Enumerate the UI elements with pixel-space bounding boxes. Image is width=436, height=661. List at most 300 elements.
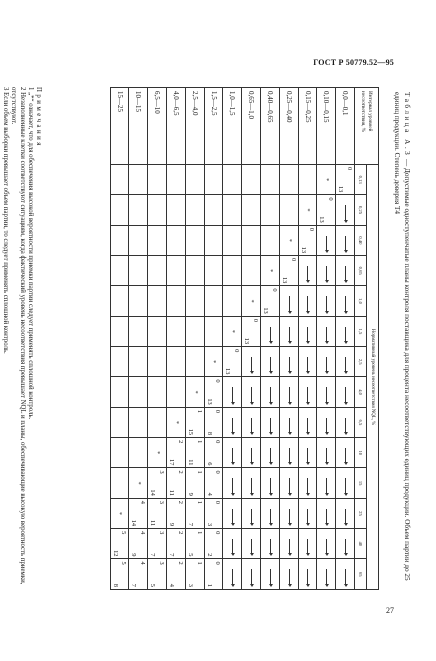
- arrow-right-icon: [345, 509, 346, 526]
- acceptance-number: 0: [214, 379, 222, 383]
- acceptance-number: 4: [139, 531, 147, 535]
- nql-level-header: 15: [355, 468, 367, 498]
- plan-cell: [279, 407, 298, 437]
- arrow-right-icon: [345, 327, 346, 344]
- acceptance-number: 1: [195, 500, 203, 504]
- plan-cell: [336, 529, 355, 559]
- arrow-right-icon: [326, 539, 327, 556]
- sample-size: 13: [280, 276, 288, 284]
- arrow-right-icon: [251, 478, 252, 495]
- acceptance-number: 0: [214, 561, 222, 565]
- acceptance-number: 2: [176, 470, 184, 474]
- full-inspection-mark: *: [154, 451, 162, 455]
- plan-cell: [242, 377, 261, 407]
- sample-size: 3: [205, 522, 213, 527]
- plan-cell: [129, 256, 148, 286]
- arrow-right-icon: [270, 448, 271, 465]
- plan-cell: [298, 286, 317, 316]
- plan-cell: [336, 559, 355, 590]
- plan-cell: [261, 529, 280, 559]
- sample-size: 4: [168, 583, 176, 587]
- arrow-right-icon: [270, 509, 271, 526]
- plan-cell: [242, 407, 261, 437]
- sample-size: 13: [205, 398, 213, 405]
- standard-header: ГОСТ Р 50779.52—95: [313, 58, 394, 67]
- arrow-right-icon: [345, 387, 346, 404]
- full-inspection-mark: *: [135, 481, 143, 485]
- plan-cell: [223, 256, 242, 286]
- arrow-right-icon: [345, 418, 346, 435]
- plan-cell: [148, 559, 167, 590]
- acceptance-number: 0: [270, 288, 278, 292]
- table-row: [110, 88, 129, 590]
- plan-cell: [185, 438, 204, 468]
- plan-cell: [336, 316, 355, 346]
- full-inspection-mark: *: [266, 269, 274, 273]
- full-inspection-mark: *: [248, 299, 256, 303]
- arrow-right-icon: [251, 509, 252, 526]
- row-label: 0,15—0,25: [298, 88, 317, 165]
- plan-cell: [129, 559, 148, 590]
- sample-size: 9: [168, 522, 176, 527]
- plan-cell: [185, 529, 204, 559]
- plan-cell: [317, 407, 336, 437]
- sample-size: 13: [318, 216, 326, 223]
- plan-cell: [148, 468, 167, 498]
- arrow-right-icon: [289, 448, 290, 465]
- plan-cell: [110, 529, 129, 559]
- plan-cell: [110, 407, 129, 437]
- plan-cell: [129, 468, 148, 498]
- plan-cell: [148, 316, 167, 346]
- plan-cell: [110, 438, 129, 468]
- arrow-right-icon: [326, 478, 327, 495]
- plan-cell: [279, 256, 298, 286]
- plan-cell: [242, 256, 261, 286]
- nql-level-header: 1,5: [355, 316, 367, 346]
- arrow-right-icon: [307, 448, 308, 465]
- plan-cell: [242, 468, 261, 498]
- plan-cell: [110, 256, 129, 286]
- sample-size: 7: [186, 522, 194, 527]
- plan-cell: [317, 438, 336, 468]
- plan-cell: [336, 225, 355, 255]
- full-inspection-mark: *: [229, 329, 237, 333]
- row-label: 4,0—6,5: [167, 88, 186, 165]
- plan-cell: [185, 256, 204, 286]
- plan-cell: [185, 498, 204, 528]
- sample-size: 13: [224, 368, 232, 375]
- plan-cell: [223, 195, 242, 225]
- plan-cell: [261, 195, 280, 225]
- acceptance-number: 2: [176, 440, 184, 444]
- plan-cell: [298, 529, 317, 559]
- plan-cell: [242, 316, 261, 346]
- plan-cell: [223, 286, 242, 316]
- plan-cell: [279, 377, 298, 407]
- caption-label: Таблица А.3: [403, 92, 411, 158]
- arrow-right-icon: [232, 387, 233, 404]
- plan-cell: [279, 316, 298, 346]
- row-header: Интервал уровней несоответствия, %: [355, 88, 379, 165]
- arrow-right-icon: [251, 569, 252, 587]
- plan-cell: [110, 498, 129, 528]
- full-inspection-mark: *: [304, 208, 312, 212]
- plan-cell: [317, 286, 336, 316]
- plan-cell: [242, 498, 261, 528]
- caption-text: — Допустимые одноступенчатые планы контроля поставщика для процента несоответствующих единиц продукции. Объем партии до 25 единиц продукции. Степень доверия T4: [393, 92, 411, 581]
- plan-cell: [167, 256, 186, 286]
- row-label: 1,5—2,5: [204, 88, 223, 165]
- plan-cell: [204, 377, 223, 407]
- plan-cell: [185, 407, 204, 437]
- sample-size: 5: [149, 583, 157, 587]
- nql-level-header: 0,65: [355, 256, 367, 286]
- arrow-right-icon: [307, 509, 308, 526]
- plan-cell: [223, 347, 242, 377]
- arrow-right-icon: [326, 448, 327, 465]
- arrow-right-icon: [289, 569, 290, 587]
- acceptance-number: 5: [120, 561, 128, 565]
- arrow-right-icon: [251, 357, 252, 374]
- nql-level-header: 2,5: [355, 347, 367, 377]
- plan-cell: [317, 316, 336, 346]
- plan-cell: [317, 468, 336, 498]
- plan-cell: [317, 347, 336, 377]
- plan-cell: [298, 347, 317, 377]
- arrow-right-icon: [270, 387, 271, 404]
- plan-cell: [279, 468, 298, 498]
- plan-cell: [298, 225, 317, 255]
- arrow-right-icon: [326, 236, 327, 253]
- plan-cell: [298, 316, 317, 346]
- plan-cell: [298, 256, 317, 286]
- acceptance-number: 3: [158, 531, 166, 535]
- nql-level-header: 0,13: [355, 165, 367, 195]
- plan-cell: [204, 407, 223, 437]
- full-inspection-mark: *: [172, 420, 180, 425]
- full-inspection-mark: *: [285, 238, 293, 242]
- plan-cell: [261, 498, 280, 528]
- acceptance-number: 0: [252, 318, 260, 322]
- arrow-right-icon: [270, 327, 271, 344]
- sample-size: 6: [205, 462, 213, 466]
- sample-size: 4: [205, 492, 213, 496]
- arrow-right-icon: [307, 387, 308, 404]
- table-row: [185, 88, 204, 590]
- arrow-right-icon: [232, 418, 233, 435]
- row-label: 0,10—0,15: [317, 88, 336, 165]
- plan-cell: [185, 559, 204, 590]
- plan-cell: [261, 256, 280, 286]
- arrow-right-icon: [289, 296, 290, 313]
- plan-cell: [261, 286, 280, 316]
- arrow-right-icon: [251, 387, 252, 404]
- nql-level-header: 6,5: [355, 407, 367, 437]
- arrow-right-icon: [307, 266, 308, 283]
- arrow-right-icon: [326, 296, 327, 313]
- plan-cell: [279, 529, 298, 559]
- arrow-right-icon: [345, 448, 346, 465]
- plan-cell: [185, 195, 204, 225]
- full-inspection-mark: *: [323, 178, 331, 182]
- arrow-right-icon: [270, 418, 271, 435]
- plan-cell: [223, 438, 242, 468]
- plan-cell: [298, 407, 317, 437]
- plan-cell: [167, 316, 186, 346]
- acceptance-number: 1: [195, 531, 203, 535]
- row-label: 0,0—0,1: [336, 88, 355, 165]
- table-row: [261, 88, 280, 590]
- acceptance-number: 0: [289, 258, 297, 262]
- sample-size: 7: [149, 553, 157, 557]
- plan-cell: [204, 195, 223, 225]
- sample-size: 7: [130, 583, 138, 587]
- plan-cell: [298, 468, 317, 498]
- arrow-right-icon: [345, 478, 346, 495]
- arrow-right-icon: [326, 387, 327, 404]
- arrow-right-icon: [307, 296, 308, 313]
- notes: [1, 87, 42, 597]
- sample-size: 14: [149, 489, 157, 496]
- note-3: 3 Если объем выборки превышает объем партии, то следует применять сплошной контроль.: [2, 87, 10, 354]
- plan-cell: [204, 286, 223, 316]
- plan-cell: [336, 286, 355, 316]
- sample-size: 13: [299, 246, 307, 254]
- plan-cell: [148, 498, 167, 528]
- table-row: [242, 88, 261, 590]
- arrow-right-icon: [345, 357, 346, 374]
- plan-cell: [279, 165, 298, 195]
- plan-cell: [148, 438, 167, 468]
- arrow-right-icon: [307, 327, 308, 344]
- plan-cell: [129, 165, 148, 195]
- plan-cell: [336, 498, 355, 528]
- plan-cell: [317, 165, 336, 195]
- plan-cell: [148, 377, 167, 407]
- arrow-right-icon: [251, 418, 252, 435]
- plan-cell: [148, 165, 167, 195]
- plan-cell: [261, 559, 280, 590]
- arrow-right-icon: [326, 357, 327, 374]
- plan-cell: [185, 468, 204, 498]
- arrow-right-icon: [307, 418, 308, 435]
- arrow-right-icon: [345, 205, 346, 222]
- plan-cell: [167, 529, 186, 559]
- plan-cell: [279, 559, 298, 590]
- nql-level-header: 40: [355, 529, 367, 559]
- plan-cell: [167, 377, 186, 407]
- acceptance-number: 1: [195, 470, 203, 474]
- arrow-right-icon: [345, 266, 346, 283]
- arrow-right-icon: [289, 418, 290, 435]
- plan-cell: [204, 165, 223, 195]
- acceptance-number: 5: [120, 531, 128, 535]
- plan-cell: [167, 286, 186, 316]
- arrow-right-icon: [232, 509, 233, 526]
- plan-cell: [167, 165, 186, 195]
- arrow-right-icon: [326, 509, 327, 526]
- plan-cell: [317, 377, 336, 407]
- acceptance-number: 2: [176, 531, 184, 535]
- acceptance-number: 0: [327, 197, 335, 201]
- sample-size: 15: [186, 428, 194, 436]
- sample-size: 17: [168, 459, 176, 466]
- plan-cell: [223, 316, 242, 346]
- plan-cell: [336, 256, 355, 286]
- plan-cell: [204, 559, 223, 590]
- table-row: [167, 88, 186, 590]
- row-label: 1,0—1,5: [223, 88, 242, 165]
- plan-cell: [167, 468, 186, 498]
- plan-cell: [110, 316, 129, 346]
- table-row: [148, 88, 167, 590]
- plan-cell: [336, 407, 355, 437]
- plan-cell: [129, 195, 148, 225]
- page-number: 27: [386, 606, 394, 615]
- plan-cell: [204, 468, 223, 498]
- plan-cell: [148, 347, 167, 377]
- sample-size: 5: [186, 553, 194, 557]
- sample-size: 9: [130, 553, 138, 557]
- arrow-right-icon: [232, 569, 233, 587]
- plan-cell: [298, 195, 317, 225]
- plan-cell: [336, 438, 355, 468]
- plan-cell: [261, 165, 280, 195]
- row-label: 0,40—0,65: [261, 88, 280, 165]
- plan-cell: [223, 225, 242, 255]
- plan-cell: [279, 286, 298, 316]
- sample-size: 3: [186, 583, 194, 587]
- acceptance-number: 0: [346, 167, 353, 171]
- plan-cell: [317, 195, 336, 225]
- arrow-right-icon: [270, 569, 271, 587]
- plan-cell: [317, 225, 336, 255]
- plan-cell: [223, 377, 242, 407]
- acceptance-number: 3: [158, 500, 166, 504]
- plan-cell: [148, 195, 167, 225]
- plan-cell: [167, 407, 186, 437]
- plan-cell: [223, 165, 242, 195]
- nql-level-header: 4,0: [355, 377, 367, 407]
- acceptance-number: 0: [308, 227, 316, 231]
- plan-cell: [223, 468, 242, 498]
- plan-cell: [242, 438, 261, 468]
- table-body: [110, 88, 354, 590]
- acceptance-number: 3: [158, 470, 166, 474]
- acceptance-number: 1: [195, 440, 203, 444]
- plan-cell: [129, 347, 148, 377]
- arrow-right-icon: [307, 539, 308, 556]
- row-label: 15—25: [110, 88, 129, 165]
- arrow-right-icon: [289, 327, 290, 344]
- acceptance-number: 0: [214, 500, 222, 504]
- plan-cell: [298, 165, 317, 195]
- arrow-right-icon: [326, 418, 327, 435]
- plan-cell: [336, 377, 355, 407]
- plan-cell: [279, 195, 298, 225]
- arrow-right-icon: [307, 357, 308, 374]
- plan-cell: [298, 498, 317, 528]
- table-caption: [392, 92, 412, 592]
- plan-cell: [242, 529, 261, 559]
- plan-cell: [129, 407, 148, 437]
- sample-size: 11: [186, 459, 194, 466]
- plan-cell: [167, 498, 186, 528]
- note-2: 2 Незаполненные клетки соответствуют ситуациям, когда фактический уровень несоответствия превышает NQL и планы, обеспечивающие высокую вероятность приемки, отсутствуют.: [10, 87, 26, 585]
- full-inspection-mark: *: [210, 360, 218, 364]
- plan-cell: [129, 225, 148, 255]
- sample-size: 8: [205, 431, 213, 436]
- plan-cell: [336, 468, 355, 498]
- plan-cell: [336, 195, 355, 225]
- nql-level-header: 1,0: [355, 286, 367, 316]
- plan-cell: [148, 529, 167, 559]
- sample-size: 11: [149, 519, 157, 527]
- notes-title: Примечания: [35, 87, 42, 148]
- plan-cell: [110, 347, 129, 377]
- arrow-right-icon: [251, 448, 252, 465]
- plan-cell: [129, 316, 148, 346]
- plan-cell: [129, 377, 148, 407]
- plan-cell: [261, 468, 280, 498]
- nql-level-header: 0,25: [355, 195, 367, 225]
- plan-cell: [242, 347, 261, 377]
- plan-cell: [298, 377, 317, 407]
- arrow-right-icon: [307, 569, 308, 587]
- plan-cell: [185, 316, 204, 346]
- nql-level-header: 0,40: [355, 225, 367, 255]
- sample-size: 14: [130, 519, 138, 527]
- sample-size: 11: [168, 489, 176, 496]
- plan-cell: [261, 316, 280, 346]
- arrow-right-icon: [345, 236, 346, 253]
- sample-size: 7: [168, 553, 176, 557]
- acceptance-number: 0: [233, 349, 241, 353]
- plan-cell: [261, 438, 280, 468]
- arrow-right-icon: [326, 569, 327, 587]
- plan-cell: [148, 225, 167, 255]
- plan-cell: [110, 468, 129, 498]
- plan-cell: [185, 165, 204, 195]
- arrow-right-icon: [251, 539, 252, 556]
- plan-cell: [110, 559, 129, 590]
- arrow-right-icon: [232, 539, 233, 556]
- arrow-right-icon: [307, 478, 308, 495]
- plan-cell: [110, 286, 129, 316]
- sample-size: 12: [111, 550, 119, 557]
- full-inspection-mark: *: [116, 511, 124, 516]
- plan-cell: [223, 559, 242, 590]
- plan-cell: [261, 377, 280, 407]
- plan-cell: [279, 438, 298, 468]
- plan-cell: [204, 347, 223, 377]
- row-label: 2,5—4,0: [185, 88, 204, 165]
- plan-cell: [148, 256, 167, 286]
- plan-cell: [317, 559, 336, 590]
- row-label: 0,25—0,40: [279, 88, 298, 165]
- plan-cell: [110, 195, 129, 225]
- nql-level-header: 10: [355, 438, 367, 468]
- plan-cell: [279, 498, 298, 528]
- plan-cell: [148, 286, 167, 316]
- table-row: [129, 88, 148, 590]
- acceptance-number: 0: [214, 409, 222, 413]
- arrow-right-icon: [289, 357, 290, 374]
- nql-group-header: Нормативный уровень несоответствия NQL, %: [367, 165, 379, 590]
- plan-cell: [261, 225, 280, 255]
- table-row: [223, 88, 242, 590]
